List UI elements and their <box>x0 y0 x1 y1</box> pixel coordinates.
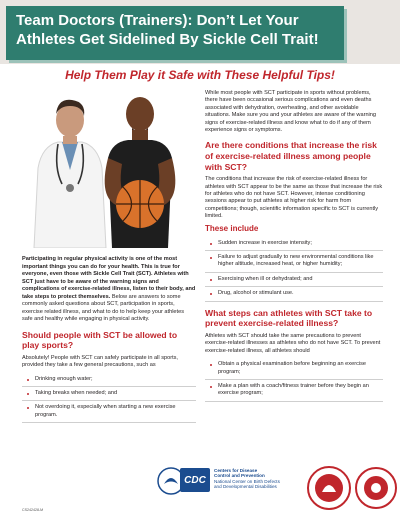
these-include-heading: These include <box>205 223 259 233</box>
question-play-sports: Should people with SCT be allowed to play sports? <box>22 329 178 351</box>
warning-paragraph: While most people with SCT participate in sports without problems, there have been occasional serious complications and even deaths associated with dehydration, overheating, and other avoidable situations. Make sure you and your athletes are aware of the warning signs of exercise-related illness and know what to do if any of them experience signs or symptoms. <box>205 90 377 134</box>
sickle-cell-association-seal-icon <box>354 462 398 514</box>
left-column <box>22 256 196 426</box>
list-item: Sudden increase in exercise intensity; <box>205 237 383 251</box>
intro-paragraph <box>22 256 196 324</box>
cdc-line-2: Control and Prevention <box>214 473 265 479</box>
precautions-list <box>22 373 196 424</box>
cdc-line-1: Centers for Disease <box>214 468 258 473</box>
list-item: Make a plan with a coach/fitness trainer before they begin an exercise program; <box>205 380 383 402</box>
prevention-steps-list <box>205 358 383 402</box>
list-item: Taking breaks when needed; and <box>22 387 196 401</box>
cdc-line-4: and Developmental Disabilities <box>214 484 277 490</box>
cdc-line-3: National Center on Birth Defects <box>214 478 280 484</box>
cdc-logo <box>180 468 210 492</box>
answer-prevent-illness: Athletes with SCT should take the same precautions to prevent exercise-related illnesses as athletes who do not have SCT. To prevent exercise-related illness, all athletes should <box>205 332 381 354</box>
list-item: Exercising when ill or dehydrated; and <box>205 273 383 287</box>
doctor-figure <box>34 100 106 248</box>
intro-text: Below are answers to some commonly asked questions about SCT, participation in sports, exercise related illness, and what to do to help keep your athletes safe and healthy while engaging in physical activity. <box>22 293 185 322</box>
list-item: Drinking enough water; <box>22 373 196 387</box>
risk-conditions-list <box>205 237 383 302</box>
question-prevent-illness: What steps can athletes with SCT take to prevent exercise-related illness? <box>205 307 373 329</box>
right-column <box>205 90 383 405</box>
list-item: Not overdoing it, especially when starting a new exercise program. <box>22 401 196 423</box>
page-title-line-2: Athletes Get Sidelined By Sickle Cell Trait! <box>16 31 319 48</box>
cdc-logo-text: CDC <box>184 474 206 486</box>
doctor-and-athlete-photo <box>28 88 196 248</box>
page-title-line-1: Team Doctors (Trainers): Don’t Let Your <box>16 12 299 29</box>
footer-logos <box>150 462 400 518</box>
question-risk-conditions: Are there conditions that increase the risk of exercise-related illness among people with SCT? <box>205 140 377 172</box>
answer-play-sports: Absolutely! People with SCT can safely participate in all sports, provided they take a few general precautions, such as <box>22 354 178 369</box>
list-item: Failure to adjust gradually to new environmental conditions like higher altitude, increased heat, or higher humidity; <box>205 251 383 273</box>
title-banner <box>6 6 344 60</box>
cdc-name-block <box>214 468 306 490</box>
intro-bold-text: Participating in regular physical activity is one of the most important things you can do for your health. This is true for everyone, even those with Sickle Cell Trait (SCT). Athletes with SCT just have to be aware of the warning signs and complications of exercise-related illness, listen to their body, and take steps to protect themselves. <box>22 256 196 300</box>
city-seal-icon <box>306 462 352 514</box>
page-subtitle: Help Them Play it Safe with These Helpful Tips! <box>65 68 335 82</box>
answer-risk-conditions: The conditions that increase the risk of exercise-related illness for athletes with SCT appear to be the same as those that increase the risk for athletes who do not have SCT. However, intense conditioning sessions appear to put athletes at higher risk for harm from competitions; though, scientific information specific to SCT is currently limited. <box>205 176 383 220</box>
list-item: Obtain a physical examination before beginning an exercise program; <box>205 358 383 380</box>
basketball-icon <box>116 180 164 228</box>
list-item: Drug, alcohol or stimulant use. <box>205 287 383 301</box>
document-code: CS242428-M <box>22 508 44 512</box>
